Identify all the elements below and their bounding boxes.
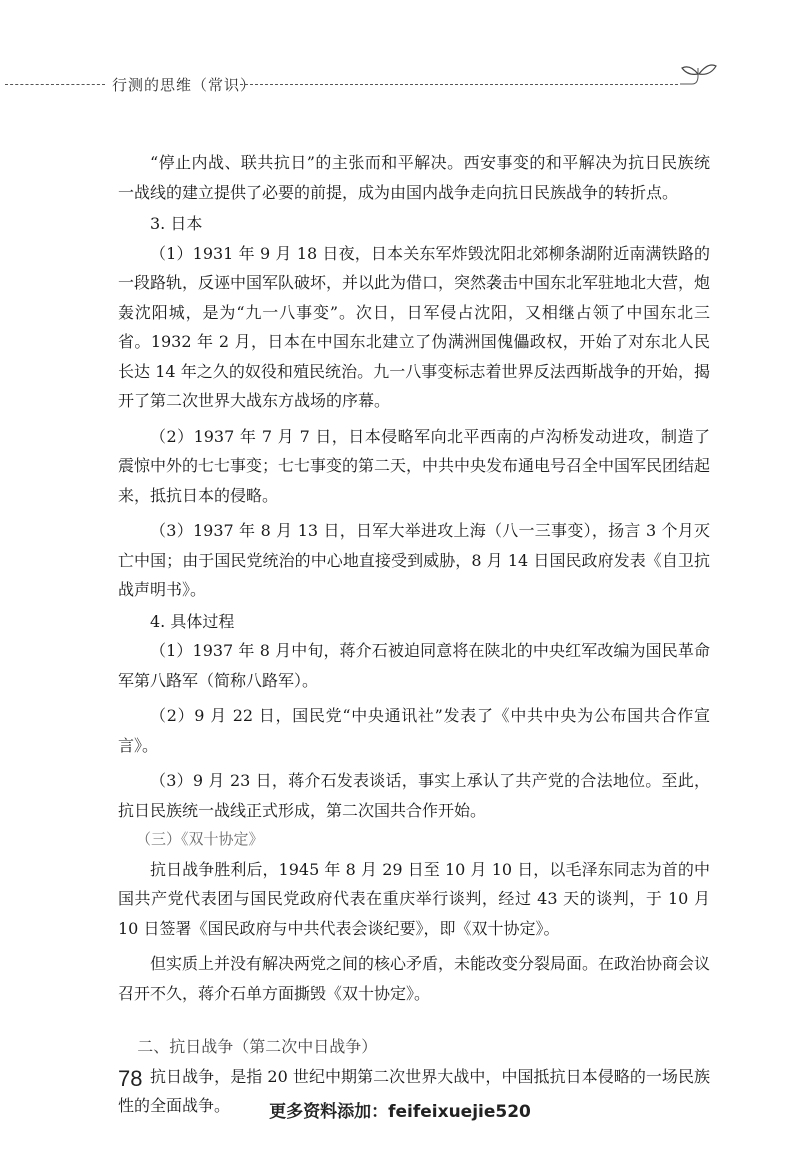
page-body (118, 148, 710, 1121)
paragraph: 抗日战争胜利后，1945 年 8 月 29 日至 10 月 10 日，以毛泽东同志为首的中国共产党代表团与国民党政府代表在重庆举行谈判，经过 43 天的谈判，于 10 月 10 日签署《国民政府与中共代表会谈纪要》，即《双十协定》。 (118, 859, 710, 938)
paragraph: （3）1937 年 8 月 13 日，日军大举进攻上海（八一三事变），扬言 3 个月灭亡中国；由于国民党统治的中心地直接受到威胁，8 月 14 日国民政府发表《自卫抗战声明书》。 (118, 521, 710, 599)
paragraph: 但实质上并没有解决两党之间的核心矛盾，未能改变分裂局面。在政治协商会议召开不久，蒋介石单方面撕毁《双十协定》。 (118, 954, 711, 1003)
paragraph: （3）9 月 23 日，蒋介石发表谈话，事实上承认了共产党的合法地位。至此，抗日民族统一战线正式形成，第二次国共合作开始。 (118, 771, 710, 820)
section-heading: 二、抗日战争（第二次中日战争） (137, 1037, 378, 1056)
paragraph: （1）1931 年 9 月 18 日夜，日本关东军炸毁沈阳北郊柳条湖附近南满铁路的一段路轨，反诬中国军队破坏，并以此为借口，突然袭击中国东北军驻地北大营，炮轰沈阳城，是为“九一八事变”。次日，日军侵占沈阳，又相继占领了中国东北三省。1932 年 2 月，日本在中国东北建立了伪满洲国傀儡政权，开始了对东北人民长达 14 年之久的奴役和殖民统治。九一八事变标志着世界反法西斯战争的开始，揭开了第二次世界大战东方战场的序幕。 (118, 243, 711, 410)
paragraph: “停止内战、联共抗日”的主张而和平解决。西安事变的和平解决为抗日民族统一战线的建立提供了必要的前提，成为由国内战争走向抗日民族战争的转折点。 (118, 153, 710, 202)
subsection-heading: 3. 日本 (150, 214, 203, 233)
subsection-heading: 4. 具体过程 (150, 611, 235, 631)
paragraph: （2）1937 年 7 月 7 日，日本侵略军向北平西南的卢沟桥发动进攻，制造了震惊中外的七七事变；七七事变的第二天，中共中央发布通电号召全中国军民团结起来，抵抗日本的侵略。 (118, 426, 711, 505)
subsection-heading: （三）《双十协定》 (136, 830, 264, 848)
footer-note: 更多资料添加：feifeixuejie520 (269, 1102, 531, 1122)
paragraph: （1）1937 年 8 月中旬，蒋介石被迫同意将在陕北的中央红军改编为国民革命军第八路军（简称八路军）。 (118, 641, 710, 690)
running-header (0, 62, 800, 102)
sprout-icon (678, 62, 722, 102)
paragraph: 抗日战争，是指 20 世纪中期第二次世界大战中，中国抵抗日本侵略的一场民族性的全面战争。 (118, 1066, 710, 1115)
header-title: 行测的思维（常识） (112, 76, 257, 94)
paragraph: （2）9 月 22 日，国民党“中央通讯社”发表了《中共中央为公布国共合作宣言》。 (118, 706, 710, 755)
header-rule-left (5, 84, 105, 85)
header-rule-right (240, 84, 678, 85)
page-number: 78 (118, 1066, 143, 1091)
